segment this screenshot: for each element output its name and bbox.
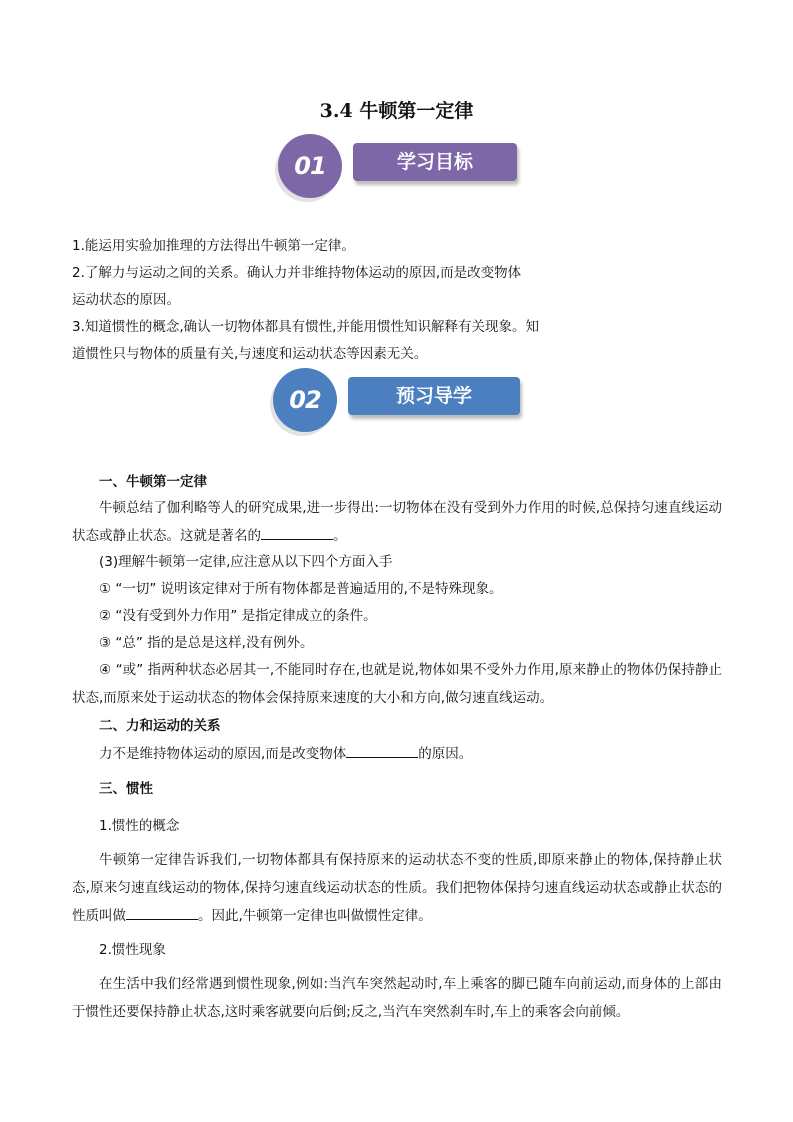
objective-item: 2.了解力与运动之间的关系。确认力并非维持物体运动的原因,而是改变物体 <box>72 265 522 281</box>
section-heading-newton-law: 一、牛顿第一定律 <box>99 474 207 490</box>
fill-blank <box>126 905 198 920</box>
understanding-note: (3)理解牛顿第一定律,应注意从以下四个方面入手 <box>99 554 393 570</box>
subheading-inertia-concept: 1.惯性的概念 <box>99 818 180 834</box>
point-item: ② “没有受到外力作用” 是指定律成立的条件。 <box>99 608 377 624</box>
section-number: 01 <box>278 134 342 198</box>
newton-law-paragraph <box>72 494 722 550</box>
paragraph-text: 力不是维持物体运动的原因,而是改变物体 <box>99 746 347 762</box>
point-item: ① “一切” 说明该定律对于所有物体都是普遍适用的,不是特殊现象。 <box>99 581 503 597</box>
subheading-inertia-phenomenon: 2.惯性现象 <box>99 942 166 958</box>
section-label: 预习导学 <box>348 377 520 415</box>
paragraph-text: 的原因。 <box>418 746 473 762</box>
inertia-phenomenon-paragraph: 在生活中我们经常遇到惯性现象,例如:当汽车突然起动时,车上乘客的脚已随车向前运动,而身体的上部由于惯性还要保持静止状态,这时乘客就要向后倒;反之,当汽车突然刹车时,车上的乘客会向前倾。 <box>72 976 722 1020</box>
section-badge-objectives <box>278 134 523 204</box>
objective-item: 运动状态的原因。 <box>72 292 180 308</box>
point-item: ③ “总” 指的是总是这样,没有例外。 <box>99 635 314 651</box>
paragraph-text: 。 <box>333 528 347 544</box>
section-heading-force-motion: 二、力和运动的关系 <box>99 718 221 734</box>
paragraph-text: 牛顿第一定律告诉我们,一切物体都具有保持原来的运动状态不变的性质,即原来静止的物体,保持静止状态,原来匀速直线运动的物体,保持匀速直线运动状态的性质。我们把物体保持匀速直线运动状态或静止状态的性质叫做 <box>72 852 722 924</box>
objective-item: 1.能运用实验加推理的方法得出牛顿第一定律。 <box>72 238 355 254</box>
fill-blank <box>261 525 333 540</box>
section-number: 02 <box>273 368 337 432</box>
inertia-concept-paragraph <box>72 846 722 930</box>
force-motion-text <box>99 743 472 764</box>
section-heading-inertia: 三、惯性 <box>99 781 153 797</box>
fill-blank <box>346 743 418 758</box>
section-badge-preview <box>273 368 523 438</box>
objective-item: 道惯性只与物体的质量有关,与速度和运动状态等因素无关。 <box>72 346 428 362</box>
section-label: 学习目标 <box>353 143 517 181</box>
paragraph-text: 。因此,牛顿第一定律也叫做惯性定律。 <box>198 908 432 924</box>
paragraph-text: 牛顿总结了伽利略等人的研究成果,进一步得出:一切物体在没有受到外力作用的时候,总保持匀速直线运动状态或静止状态。这就是著名的 <box>72 500 722 544</box>
page-title: 3.4 牛顿第一定律 <box>319 100 474 122</box>
point-item: ④ “或” 指两种状态必居其一,不能同时存在,也就是说,物体如果不受外力作用,原来静止的物体仍保持静止状态,而原来处于运动状态的物体会保持原来速度的大小和方向,做匀速直线运动。 <box>72 662 722 706</box>
objective-item: 3.知道惯性的概念,确认一切物体都具有惯性,并能用惯性知识解释有关现象。知 <box>72 319 539 335</box>
